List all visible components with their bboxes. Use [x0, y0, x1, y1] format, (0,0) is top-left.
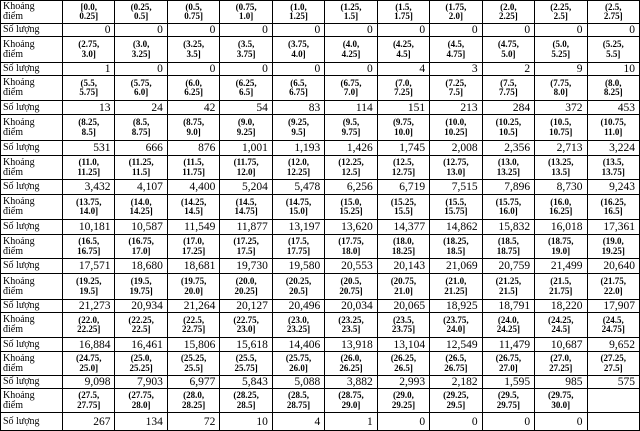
count-cell: 54 — [220, 101, 272, 115]
interval-cell: (8.5, 8.75] — [115, 115, 167, 141]
interval-cell: (18.25, 18.5] — [430, 235, 482, 259]
interval-cell: (28.75, 29.0] — [325, 389, 377, 413]
interval-cell: (12.25, 12.5] — [325, 156, 377, 180]
count-row — [1, 300, 640, 313]
interval-cell: (21.5, 21.75] — [535, 274, 587, 300]
count-row-label: Số lượng — [1, 63, 63, 76]
count-cell: 0 — [325, 63, 377, 76]
count-cell: 18,925 — [430, 300, 482, 313]
count-row-label: Số lượng — [1, 376, 63, 389]
interval-cell — [587, 389, 639, 413]
count-cell: 20,759 — [482, 259, 534, 274]
interval-cell: (23.25, 23.5] — [325, 313, 377, 338]
count-cell: 0 — [377, 24, 429, 37]
count-cell: 531 — [63, 141, 115, 156]
score-distribution-body — [1, 1, 640, 431]
count-cell: 15,806 — [167, 338, 219, 352]
interval-row — [1, 37, 640, 63]
count-cell: 13,104 — [377, 338, 429, 352]
count-cell: 213 — [430, 101, 482, 115]
count-cell: 0 — [587, 24, 639, 37]
interval-cell: (13.75, 14.0] — [63, 195, 115, 220]
interval-cell: (5.0, 5.25] — [535, 37, 587, 63]
count-row — [1, 376, 640, 389]
count-cell: 21,499 — [535, 259, 587, 274]
interval-cell: (18.0, 18.25] — [377, 235, 429, 259]
count-cell: 19,730 — [220, 259, 272, 274]
count-cell: 19,580 — [272, 259, 324, 274]
interval-cell: (24.25, 24.5] — [535, 313, 587, 338]
count-cell: 267 — [63, 413, 115, 431]
interval-cell: (28.5, 28.75] — [272, 389, 324, 413]
interval-cell: (10.0, 10.25] — [430, 115, 482, 141]
count-cell: 7,903 — [115, 376, 167, 389]
interval-cell: (11.0, 11.25] — [63, 156, 115, 180]
count-cell: 1 — [325, 413, 377, 431]
count-cell: 10 — [220, 413, 272, 431]
count-cell: 5,478 — [272, 180, 324, 195]
count-cell: 666 — [115, 141, 167, 156]
interval-cell: (26.75, 27.0] — [482, 352, 534, 376]
interval-row-label: Khoảng điểm — [1, 313, 63, 338]
interval-cell: (28.25, 28.5] — [220, 389, 272, 413]
count-cell: 0 — [482, 24, 534, 37]
interval-cell: (28.0, 28.25] — [167, 389, 219, 413]
interval-cell: (12.75, 13.0] — [430, 156, 482, 180]
count-row — [1, 24, 640, 37]
interval-cell: (6.0, 6.25] — [167, 76, 219, 101]
interval-row-label: Khoảng điểm — [1, 274, 63, 300]
interval-cell: (29.0, 29.25] — [377, 389, 429, 413]
interval-cell: (10.25, 10.5] — [482, 115, 534, 141]
count-cell: 16,018 — [535, 220, 587, 235]
count-cell: 453 — [587, 101, 639, 115]
interval-cell: (14.25, 14.5] — [167, 195, 219, 220]
count-cell: 134 — [115, 413, 167, 431]
interval-cell: (26.5, 26.75] — [430, 352, 482, 376]
interval-cell: (1.0, 1.25] — [272, 1, 324, 24]
count-cell: 12,549 — [430, 338, 482, 352]
interval-cell: (9.25, 9.5] — [272, 115, 324, 141]
interval-cell: (16.75, 17.0] — [115, 235, 167, 259]
count-cell: 0 — [272, 24, 324, 37]
interval-cell: (24.0, 24.25] — [482, 313, 534, 338]
count-cell: 72 — [167, 413, 219, 431]
count-cell: 4 — [272, 413, 324, 431]
count-cell: 16,461 — [115, 338, 167, 352]
interval-cell: (4.5, 4.75] — [430, 37, 482, 63]
count-cell: 17,361 — [587, 220, 639, 235]
interval-cell: (9.5, 9.75] — [325, 115, 377, 141]
count-row — [1, 141, 640, 156]
count-cell: 114 — [325, 101, 377, 115]
interval-cell: (4.25, 4.5] — [377, 37, 429, 63]
interval-cell: (1.75, 2.0] — [430, 1, 482, 24]
count-cell: 7,896 — [482, 180, 534, 195]
count-row — [1, 220, 640, 235]
interval-cell: (29.5, 29.75] — [482, 389, 534, 413]
interval-cell: (22.5, 22.75] — [167, 313, 219, 338]
count-cell: 13,197 — [272, 220, 324, 235]
interval-cell: (23.0, 23.25] — [272, 313, 324, 338]
count-cell: 11,549 — [167, 220, 219, 235]
interval-cell: (2.0, 2.25] — [482, 1, 534, 24]
interval-cell: (11.5, 11.75] — [167, 156, 219, 180]
interval-row — [1, 76, 640, 101]
count-cell: 0 — [115, 63, 167, 76]
count-cell: 13,918 — [325, 338, 377, 352]
count-cell: 21,069 — [430, 259, 482, 274]
count-cell: 3,432 — [63, 180, 115, 195]
interval-cell: (20.75, 21.0] — [377, 274, 429, 300]
count-cell: 3 — [430, 63, 482, 76]
count-cell: 10,181 — [63, 220, 115, 235]
interval-cell: (2.25, 2.5] — [535, 1, 587, 24]
count-cell: 5,088 — [272, 376, 324, 389]
interval-cell: (21.75, 22.0] — [587, 274, 639, 300]
interval-cell: (0.75, 1.0] — [220, 1, 272, 24]
count-cell: 284 — [482, 101, 534, 115]
count-row — [1, 101, 640, 115]
interval-cell: (12.5, 12.75] — [377, 156, 429, 180]
count-cell: 15,618 — [220, 338, 272, 352]
interval-cell: (22.0, 22.25] — [63, 313, 115, 338]
interval-cell: (4.75, 5.0] — [482, 37, 534, 63]
interval-cell: (8.25, 8.5] — [63, 115, 115, 141]
count-cell: 0 — [220, 63, 272, 76]
interval-row-label: Khoảng điểm — [1, 1, 63, 24]
count-cell: 16,884 — [63, 338, 115, 352]
count-cell: 0 — [430, 24, 482, 37]
interval-cell: (25.0, 25.25] — [115, 352, 167, 376]
count-cell: 17,571 — [63, 259, 115, 274]
count-cell: 9 — [535, 63, 587, 76]
count-cell: 5,204 — [220, 180, 272, 195]
interval-row — [1, 313, 640, 338]
count-cell — [587, 413, 639, 431]
count-cell: 24 — [115, 101, 167, 115]
interval-cell: (19.75, 20.0] — [167, 274, 219, 300]
interval-cell: (15.5, 15.75] — [430, 195, 482, 220]
interval-cell: (9.75, 10.0] — [377, 115, 429, 141]
interval-cell: (18.5, 18.75] — [482, 235, 534, 259]
count-row-label: Số lượng — [1, 259, 63, 274]
count-cell: 20,640 — [587, 259, 639, 274]
interval-row-label: Khoảng điểm — [1, 389, 63, 413]
count-cell: 2 — [482, 63, 534, 76]
interval-cell: (9.0, 9.25] — [220, 115, 272, 141]
interval-cell: (25.5, 25.75] — [220, 352, 272, 376]
count-cell: 6,256 — [325, 180, 377, 195]
interval-row-label: Khoảng điểm — [1, 76, 63, 101]
count-cell: 6,977 — [167, 376, 219, 389]
interval-row — [1, 1, 640, 24]
interval-cell: (25.25, 25.5] — [167, 352, 219, 376]
interval-cell: (17.5, 17.75] — [272, 235, 324, 259]
count-cell: 6,719 — [377, 180, 429, 195]
count-cell: 0 — [63, 24, 115, 37]
count-cell: 1,193 — [272, 141, 324, 156]
interval-cell: (15.0, 15.25] — [325, 195, 377, 220]
count-cell: 0 — [325, 24, 377, 37]
count-cell: 20,934 — [115, 300, 167, 313]
interval-row — [1, 274, 640, 300]
interval-cell: (3.25, 3.5] — [167, 37, 219, 63]
interval-cell: (16.5, 16.75] — [63, 235, 115, 259]
count-row-label: Số lượng — [1, 24, 63, 37]
interval-row-label: Khoảng điểm — [1, 37, 63, 63]
interval-cell: (27.5, 27.75] — [63, 389, 115, 413]
count-cell: 2,182 — [430, 376, 482, 389]
interval-cell: (3.75, 4.0] — [272, 37, 324, 63]
count-cell: 1 — [63, 63, 115, 76]
interval-cell: (5.5, 5.75] — [63, 76, 115, 101]
interval-cell: (1.5, 1.75] — [377, 1, 429, 24]
interval-cell: (16.25, 16.5] — [587, 195, 639, 220]
count-cell: 17,907 — [587, 300, 639, 313]
count-cell: 42 — [167, 101, 219, 115]
count-row-label: Số lượng — [1, 141, 63, 156]
count-cell: 3,224 — [587, 141, 639, 156]
count-cell: 876 — [167, 141, 219, 156]
count-cell: 1,595 — [482, 376, 534, 389]
interval-cell: (0.25, 0.5] — [115, 1, 167, 24]
interval-cell: (25.75, 26.0] — [272, 352, 324, 376]
interval-cell: (10.5, 10.75] — [535, 115, 587, 141]
interval-cell: (6.5, 6.75] — [272, 76, 324, 101]
interval-cell: (7.75, 8.0] — [535, 76, 587, 101]
count-cell: 0 — [167, 24, 219, 37]
count-cell: 7,515 — [430, 180, 482, 195]
count-cell: 2,008 — [430, 141, 482, 156]
interval-row — [1, 389, 640, 413]
count-cell: 0 — [535, 413, 587, 431]
interval-cell: (19.0, 19.25] — [587, 235, 639, 259]
interval-cell: (27.25, 27.5] — [587, 352, 639, 376]
count-cell: 20,034 — [325, 300, 377, 313]
count-cell: 18,220 — [535, 300, 587, 313]
count-cell: 11,479 — [482, 338, 534, 352]
interval-cell: (5.75, 6.0] — [115, 76, 167, 101]
interval-row-label: Khoảng điểm — [1, 156, 63, 180]
interval-cell: (10.75, 11.0] — [587, 115, 639, 141]
count-cell: 10 — [587, 63, 639, 76]
interval-cell: (24.5, 24.75] — [587, 313, 639, 338]
interval-cell: (8.75, 9.0] — [167, 115, 219, 141]
count-cell: 0 — [272, 63, 324, 76]
count-cell: 18,681 — [167, 259, 219, 274]
interval-cell: (24.75, 25.0] — [63, 352, 115, 376]
count-cell: 13 — [63, 101, 115, 115]
count-row-label: Số lượng — [1, 220, 63, 235]
interval-cell: (1.25, 1.5] — [325, 1, 377, 24]
interval-cell: (5.25, 5.5] — [587, 37, 639, 63]
count-cell: 151 — [377, 101, 429, 115]
count-cell: 83 — [272, 101, 324, 115]
interval-cell: (26.0, 26.25] — [325, 352, 377, 376]
count-cell: 10,587 — [115, 220, 167, 235]
count-cell: 9,652 — [587, 338, 639, 352]
interval-row-label: Khoảng điểm — [1, 195, 63, 220]
interval-cell: (14.5, 14.75] — [220, 195, 272, 220]
count-cell: 0 — [430, 413, 482, 431]
interval-cell: (6.25, 6.5] — [220, 76, 272, 101]
count-cell: 2,356 — [482, 141, 534, 156]
interval-cell: (14.0, 14.25] — [115, 195, 167, 220]
interval-cell: (23.75, 24.0] — [430, 313, 482, 338]
count-cell: 20,143 — [377, 259, 429, 274]
count-cell: 0 — [535, 24, 587, 37]
interval-cell: (2.5, 2.75] — [587, 1, 639, 24]
count-cell: 2,993 — [377, 376, 429, 389]
interval-cell: (20.0, 20.25] — [220, 274, 272, 300]
interval-cell: (18.75, 19.0] — [535, 235, 587, 259]
count-cell: 4,107 — [115, 180, 167, 195]
interval-cell: (7.25, 7.5] — [430, 76, 482, 101]
count-row-label: Số lượng — [1, 180, 63, 195]
interval-cell: (21.25, 21.5] — [482, 274, 534, 300]
interval-cell: (19.25, 19.5] — [63, 274, 115, 300]
interval-row — [1, 115, 640, 141]
count-cell: 20,065 — [377, 300, 429, 313]
count-cell: 14,377 — [377, 220, 429, 235]
count-cell: 18,680 — [115, 259, 167, 274]
count-cell: 985 — [535, 376, 587, 389]
interval-cell: (22.25, 22.5] — [115, 313, 167, 338]
count-cell: 0 — [167, 63, 219, 76]
interval-row-label: Khoảng điểm — [1, 115, 63, 141]
count-cell: 9,098 — [63, 376, 115, 389]
interval-cell: (15.25, 15.5] — [377, 195, 429, 220]
interval-cell: (13.5, 13.75] — [587, 156, 639, 180]
interval-cell: (11.75, 12.0] — [220, 156, 272, 180]
count-cell: 575 — [587, 376, 639, 389]
interval-cell: (7.0, 7.25] — [377, 76, 429, 101]
count-cell: 20,553 — [325, 259, 377, 274]
count-cell: 14,862 — [430, 220, 482, 235]
interval-cell: (14.75, 15.0] — [272, 195, 324, 220]
count-row — [1, 413, 640, 431]
interval-cell: (27.75, 28.0] — [115, 389, 167, 413]
interval-cell: (8.0, 8.25] — [587, 76, 639, 101]
interval-cell: (17.75, 18.0] — [325, 235, 377, 259]
count-cell: 20,496 — [272, 300, 324, 313]
interval-cell: (3.5, 3.75] — [220, 37, 272, 63]
interval-cell: (13.25, 13.5] — [535, 156, 587, 180]
interval-cell: [0.0, 0.25] — [63, 1, 115, 24]
interval-cell: (20.5, 20.75] — [325, 274, 377, 300]
interval-row — [1, 156, 640, 180]
count-cell: 1,745 — [377, 141, 429, 156]
interval-row — [1, 352, 640, 376]
count-cell: 0 — [377, 413, 429, 431]
interval-cell: (16.0, 16.25] — [535, 195, 587, 220]
count-cell: 1,001 — [220, 141, 272, 156]
interval-cell: (12.0, 12.25] — [272, 156, 324, 180]
interval-cell: (20.25, 20.5] — [272, 274, 324, 300]
count-cell: 21,273 — [63, 300, 115, 313]
interval-cell: (23.5, 23.75] — [377, 313, 429, 338]
interval-cell: (13.0, 13.25] — [482, 156, 534, 180]
count-row-label: Số lượng — [1, 300, 63, 313]
interval-cell: (22.75, 23.0] — [220, 313, 272, 338]
count-cell: 4 — [377, 63, 429, 76]
interval-cell: (21.0, 21.25] — [430, 274, 482, 300]
count-cell: 13,620 — [325, 220, 377, 235]
count-row — [1, 338, 640, 352]
count-cell: 8,730 — [535, 180, 587, 195]
interval-cell: (6.75, 7.0] — [325, 76, 377, 101]
count-cell: 4,400 — [167, 180, 219, 195]
count-cell: 372 — [535, 101, 587, 115]
count-cell: 5,843 — [220, 376, 272, 389]
count-cell: 1,426 — [325, 141, 377, 156]
count-row-label: Số lượng — [1, 338, 63, 352]
interval-cell: (29.75, 30.0] — [535, 389, 587, 413]
count-cell: 15,832 — [482, 220, 534, 235]
interval-cell: (29.25, 29.5] — [430, 389, 482, 413]
interval-cell: (17.0, 17.25] — [167, 235, 219, 259]
count-cell: 21,264 — [167, 300, 219, 313]
interval-cell: (15.75, 16.0] — [482, 195, 534, 220]
interval-row-label: Khoảng điểm — [1, 235, 63, 259]
count-row-label: Số lượng — [1, 413, 63, 431]
interval-cell: (0.5, 0.75] — [167, 1, 219, 24]
interval-cell: (4.0, 4.25] — [325, 37, 377, 63]
count-cell: 9,243 — [587, 180, 639, 195]
count-row — [1, 259, 640, 274]
interval-cell: (17.25, 17.5] — [220, 235, 272, 259]
interval-cell: (11.25, 11.5] — [115, 156, 167, 180]
count-row — [1, 180, 640, 195]
count-cell: 18,791 — [482, 300, 534, 313]
interval-cell: (3.0, 3.25] — [115, 37, 167, 63]
count-cell: 20,127 — [220, 300, 272, 313]
interval-cell: (2.75, 3.0] — [63, 37, 115, 63]
count-cell: 2,713 — [535, 141, 587, 156]
count-cell: 10,687 — [535, 338, 587, 352]
interval-cell: (26.25, 26.5] — [377, 352, 429, 376]
count-cell: 0 — [482, 413, 534, 431]
count-cell: 11,877 — [220, 220, 272, 235]
interval-row-label: Khoảng điểm — [1, 352, 63, 376]
interval-cell: (27.0, 27.25] — [535, 352, 587, 376]
count-cell: 0 — [220, 24, 272, 37]
count-cell: 3,882 — [325, 376, 377, 389]
interval-cell: (19.5, 19.75] — [115, 274, 167, 300]
count-row — [1, 63, 640, 76]
count-cell: 0 — [115, 24, 167, 37]
interval-row — [1, 235, 640, 259]
count-row-label: Số lượng — [1, 101, 63, 115]
interval-cell: (7.5, 7.75] — [482, 76, 534, 101]
count-cell: 14,406 — [272, 338, 324, 352]
interval-row — [1, 195, 640, 220]
